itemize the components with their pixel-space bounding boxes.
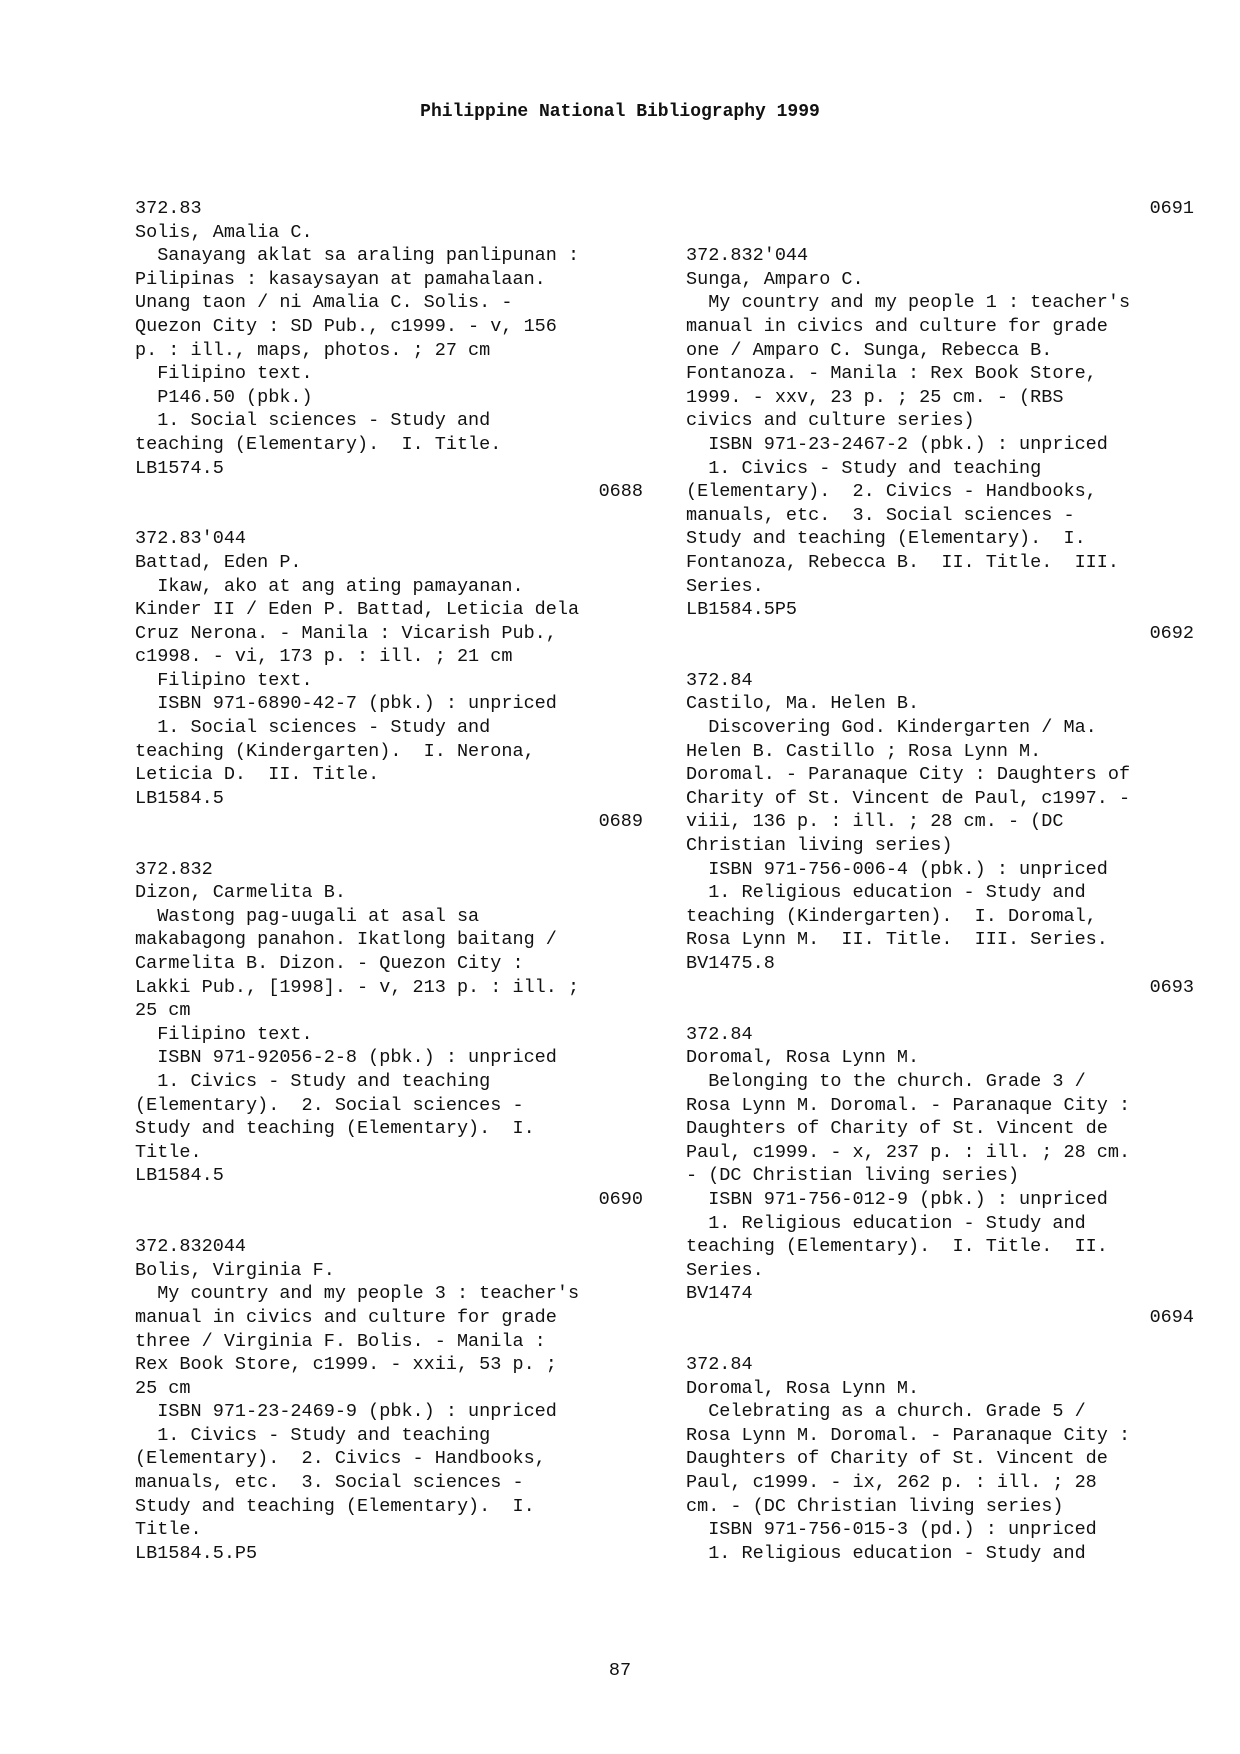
entry-line: LB1584.5.P5 — [135, 1542, 258, 1564]
entry-gap — [135, 504, 643, 528]
entry-line: 1. Civics - Study and teaching — [686, 457, 1042, 479]
entry-line: Rex Book Store, c1999. - xxii, 53 p. ; — [135, 1354, 557, 1376]
entry-line: ISBN 971-23-2469-9 (pbk.) : unpriced — [135, 1401, 557, 1423]
entry-line: 372.84 — [686, 1023, 753, 1045]
entry-line: P146.50 (pbk.) — [135, 386, 313, 408]
entry-line: Unang taon / ni Amalia C. Solis. - — [135, 292, 513, 314]
entry-line: Study and teaching (Elementary). I. — [686, 528, 1086, 550]
entry-line: Title. — [135, 1141, 202, 1163]
entry-line: manual in civics and culture for grade — [686, 315, 1108, 337]
entry-line: Doromal, Rosa Lynn M. — [686, 1047, 920, 1069]
entry-line: ISBN 971-92056-2-8 (pbk.) : unpriced — [135, 1047, 557, 1069]
entry-line: BV1474 — [686, 1283, 753, 1305]
entry-line: 25 cm — [135, 1377, 191, 1399]
entry-line: Title. — [135, 1519, 202, 1541]
entry-line: teaching (Elementary). I. Title. II. — [686, 1236, 1108, 1258]
entry-gap — [686, 999, 1194, 1023]
entry-line: 372.83 — [135, 198, 202, 219]
entry-line: ISBN 971-756-012-9 (pbk.) : unpriced — [686, 1188, 1108, 1210]
entry-gap — [135, 834, 643, 858]
entry-line: Carmelita B. Dizon. - Quezon City : — [135, 953, 524, 974]
entry-line: Sanayang aklat sa araling panlipunan : — [135, 245, 580, 267]
entry-number: 0691 — [1149, 198, 1194, 219]
entry-line: Solis, Amalia C. — [135, 221, 313, 243]
entry-line: 1999. - xxv, 23 p. ; 25 cm. - (RBS — [686, 386, 1064, 408]
entry-line: 1. Social sciences - Study and — [135, 717, 491, 739]
entry-line: teaching (Elementary). I. Title. — [135, 433, 502, 455]
left-column — [135, 197, 643, 1565]
entry-line: Leticia D. II. Title. — [135, 764, 380, 786]
entry-line: Charity of St. Vincent de Paul, c1997. - — [686, 787, 1131, 809]
entry-line: LB1584.5P5 — [686, 599, 798, 621]
entry-line: Helen B. Castillo ; Rosa Lynn M. — [686, 740, 1042, 762]
entry-line: Rosa Lynn M. Doromal. - Paranaque City : — [686, 1094, 1131, 1116]
entry-line: Ikaw, ako at ang ating pamayanan. — [135, 575, 524, 597]
right-column — [686, 197, 1194, 1565]
entry-line: Paul, c1999. - ix, 262 p. : ill. ; 28 — [686, 1472, 1097, 1494]
entry-line: Kinder II / Eden P. Battad, Leticia dela — [135, 599, 580, 621]
entry-line: 1. Civics - Study and teaching — [135, 1070, 491, 1092]
entry-line: Belonging to the church. Grade 3 / — [686, 1070, 1086, 1092]
entry-line: Bolis, Virginia F. — [135, 1259, 335, 1281]
entry-line: Doromal, Rosa Lynn M. — [686, 1377, 920, 1399]
entry-gap — [686, 645, 1194, 669]
entry-line: Battad, Eden P. — [135, 551, 302, 573]
entry-line: My country and my people 1 : teacher's — [686, 292, 1131, 314]
entry-line: Quezon City : SD Pub., c1999. - v, 156 — [135, 315, 557, 337]
entry-line: p. : ill., maps, photos. ; 27 cm — [135, 339, 491, 361]
entry-line: 1. Religious education - Study and — [686, 1212, 1086, 1234]
entry-line: (Elementary). 2. Social sciences - — [135, 1094, 524, 1116]
entry-number: 0694 — [1149, 1306, 1194, 1328]
entry-line: Wastong pag-uugali at asal sa — [135, 905, 480, 927]
entry-line: Paul, c1999. - x, 237 p. : ill. ; 28 cm. — [686, 1141, 1131, 1163]
entry-line: Fontanoza, Rebecca B. II. Title. III. — [686, 551, 1119, 573]
entry-line: Doromal. - Paranaque City : Daughters of — [686, 764, 1131, 786]
entry-line: Rosa Lynn M. Doromal. - Paranaque City : — [686, 1424, 1131, 1446]
entry-line: manuals, etc. 3. Social sciences - — [686, 504, 1075, 526]
entry-line: Castilo, Ma. Helen B. — [686, 693, 920, 715]
entry-line: 1. Religious education - Study and — [686, 882, 1086, 904]
entry-line: 372.84 — [686, 669, 753, 691]
entry-line: Christian living series) — [686, 835, 953, 857]
entry-line: 1. Civics - Study and teaching — [135, 1424, 491, 1446]
entry-line: LB1584.5 — [135, 787, 224, 809]
entry-number: 0688 — [598, 481, 643, 503]
entry-line: Discovering God. Kindergarten / Ma. — [686, 717, 1097, 739]
entry-line: 372.832044 — [135, 1236, 247, 1258]
entry-line: Series. — [686, 1259, 764, 1281]
entry-line: ISBN 971-756-015-3 (pd.) : unpriced — [686, 1519, 1097, 1541]
entry-line: cm. - (DC Christian living series) — [686, 1495, 1064, 1517]
entry-line: teaching (Kindergarten). I. Nerona, — [135, 740, 535, 762]
entry-line: ISBN 971-6890-42-7 (pbk.) : unpriced — [135, 693, 557, 715]
entry-line: Sunga, Amparo C. — [686, 268, 864, 290]
entry-line: viii, 136 p. : ill. ; 28 cm. - (DC — [686, 811, 1064, 833]
entry-line: 1. Religious education - Study and — [686, 1542, 1086, 1564]
entry-line: makabagong panahon. Ikatlong baitang / — [135, 929, 557, 951]
entry-line: (Elementary). 2. Civics - Handbooks, — [686, 481, 1097, 503]
entry-line: Cruz Nerona. - Manila : Vicarish Pub., — [135, 622, 557, 644]
entry-number: 0689 — [598, 811, 643, 833]
entry-line: ISBN 971-756-006-4 (pbk.) : unpriced — [686, 858, 1108, 880]
entry-line: 372.84 — [686, 1354, 753, 1376]
entry-line: 372.832'044 — [686, 245, 809, 267]
entry-line: civics and culture series) — [686, 410, 975, 432]
entry-line: 372.832 — [135, 858, 213, 880]
entry-line: Daughters of Charity of St. Vincent de — [686, 1448, 1108, 1470]
entry-number: 0690 — [598, 1188, 643, 1210]
entry-line: Filipino text. — [135, 363, 313, 385]
entry-line: Series. — [686, 575, 764, 597]
entry-line: teaching (Kindergarten). I. Doromal, — [686, 905, 1097, 927]
entry-line: c1998. - vi, 173 p. : ill. ; 21 cm — [135, 646, 513, 668]
entry-line: 372.83'044 — [135, 528, 247, 550]
entry-line: Filipino text. — [135, 669, 313, 691]
entry-line: My country and my people 3 : teacher's — [135, 1283, 580, 1305]
entry-gap — [686, 1330, 1194, 1354]
entry-number: 0693 — [1149, 976, 1194, 998]
entry-line: 25 cm — [135, 1000, 191, 1022]
entry-line: one / Amparo C. Sunga, Rebecca B. — [686, 339, 1053, 361]
entry-line: three / Virginia F. Bolis. - Manila : — [135, 1330, 546, 1352]
entry-line: manual in civics and culture for grade — [135, 1306, 557, 1328]
entry-gap — [686, 221, 1194, 245]
entry-line: LB1584.5 — [135, 1165, 224, 1187]
entry-line: Filipino text. — [135, 1023, 313, 1045]
entry-gap — [135, 1212, 643, 1236]
entry-line: - (DC Christian living series) — [686, 1165, 1020, 1187]
page-title: Philippine National Bibliography 1999 — [420, 102, 820, 122]
entry-line: ISBN 971-23-2467-2 (pbk.) : unpriced — [686, 433, 1108, 455]
page-number: 87 — [608, 1660, 632, 1681]
entry-line: (Elementary). 2. Civics - Handbooks, — [135, 1448, 546, 1470]
entry-line: Dizon, Carmelita B. — [135, 882, 346, 904]
entry-line: Daughters of Charity of St. Vincent de — [686, 1118, 1108, 1140]
entry-line: Study and teaching (Elementary). I. — [135, 1118, 535, 1140]
entry-line: LB1574.5 — [135, 457, 224, 479]
entry-line: Celebrating as a church. Grade 5 / — [686, 1401, 1086, 1423]
entry-line: Rosa Lynn M. II. Title. III. Series. — [686, 929, 1108, 951]
entry-line: Pilipinas : kasaysayan at pamahalaan. — [135, 268, 546, 290]
entry-line: BV1475.8 — [686, 953, 775, 974]
entry-line: Fontanoza. - Manila : Rex Book Store, — [686, 363, 1097, 385]
entry-line: Lakki Pub., [1998]. - v, 213 p. : ill. ; — [135, 976, 580, 998]
entry-line: Study and teaching (Elementary). I. — [135, 1495, 535, 1517]
entry-number: 0692 — [1149, 622, 1194, 644]
entry-line: 1. Social sciences - Study and — [135, 410, 491, 432]
entry-line: manuals, etc. 3. Social sciences - — [135, 1472, 524, 1494]
